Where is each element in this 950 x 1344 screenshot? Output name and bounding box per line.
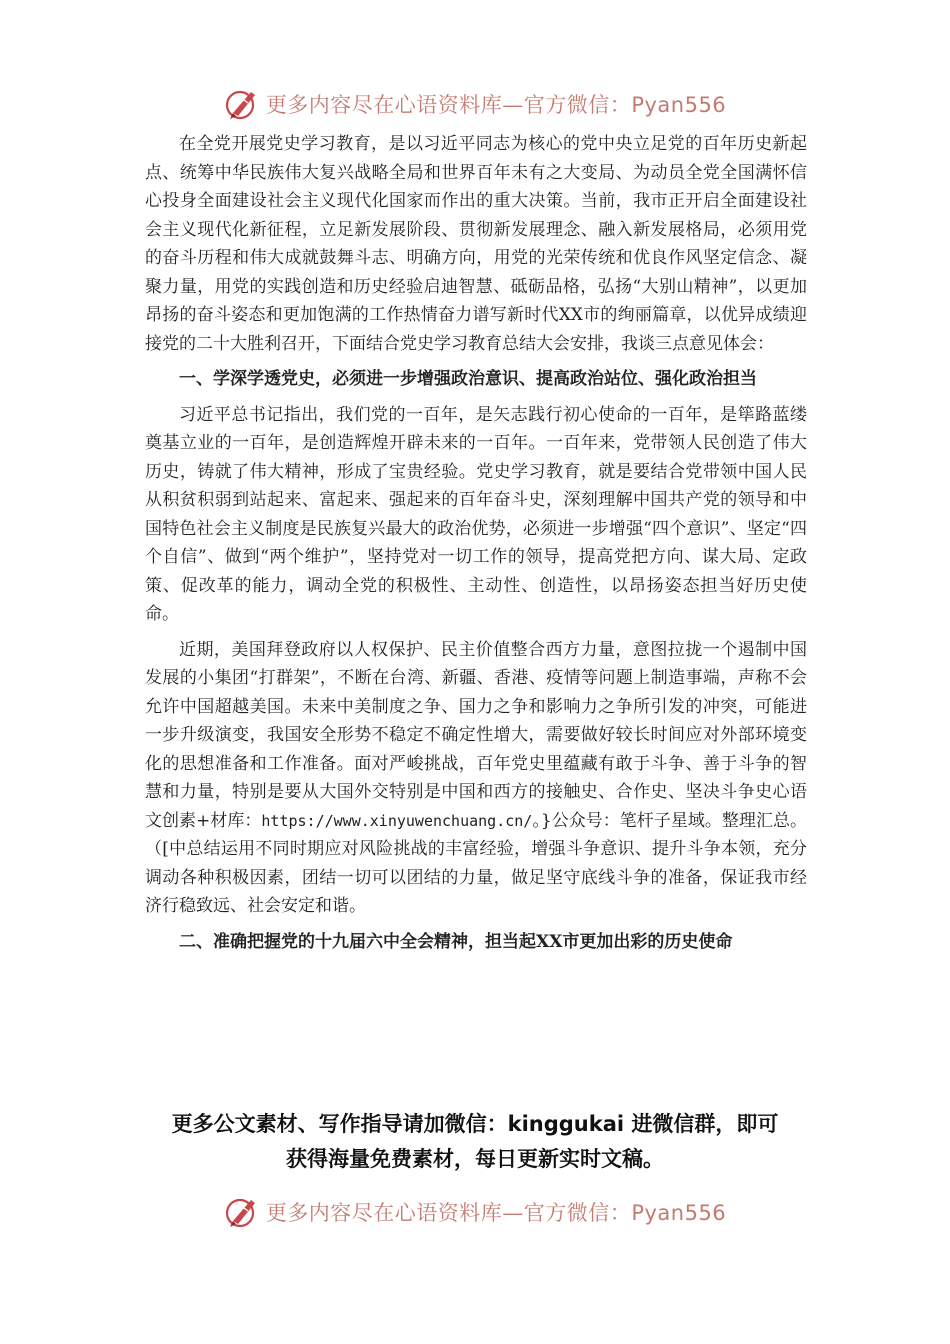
promo-notice: [0, 1107, 950, 1177]
footer-banner-text: [266, 1197, 726, 1227]
promo-line-2: 获得海量免费素材，每日更新实时文稿。: [286, 1147, 664, 1171]
header-banner: [0, 84, 950, 124]
section-heading-1: 一、学深学透党史，必须进一步增强政治意识、提高政治站位、强化政治担当: [179, 369, 757, 389]
footer-wechat-id: Pyan556: [631, 1201, 727, 1225]
footer-banner-label: 更多内容尽在心语资料库—官方微信：: [265, 1201, 632, 1225]
fountain-pen-logo-icon: [224, 1194, 260, 1230]
section-heading-2: 二、准确把握党的十九届六中全会精神，担当起XX市更加出彩的历史使命: [179, 931, 733, 952]
paragraph-2-text-a: 近期，美国拜登政府以人权保护、民主价值整合西方力量，意图拉拢一个遏制中国发展的小集团“打群架”，不断在台湾、新疆、香港、疫情等问题上制造事端，声称不会允许中国超越美国。未来中美制度之争、国力之争和影响力之争所引发的冲突，可能进一步升级演变，我国安全形势不稳定不确定性增大，需要做好较长时间应对外部环境变化的思想准备和工作准备。面对严峻挑战，百年党史里蕴藏有敢于斗争、善于斗争的智慧和力量，特别是要从大国外交特别是中国和西方的接触史、合作史、坚决斗争史心语文创素+材库：: [145, 639, 807, 831]
footer-banner: [0, 1192, 950, 1232]
header-banner-text: [266, 89, 726, 119]
fountain-pen-logo-icon: [224, 86, 260, 122]
paragraph-1: 习近平总书记指出，我们党的一百年，是矢志践行初心使命的一百年，是筚路蓝缕奠基立业的一百年，是创造辉煌开辟未来的一百年。一百年来，党带领人民创造了伟大历史，铸就了伟大精神，形成了宝贵经验。党史学习教育，就是要结合党带领中国人民从积贫积弱到站起来、富起来、强起来的百年奋斗史，深刻理解中国共产党的领导和中国特色社会主义制度是民族复兴最大的政治优势，必须进一步增强“四个意识”、坚定“四个自信”、做到“两个维护”，坚持党对一切工作的领导，提高党把方向、谋大局、定政策、促改革的能力，调动全党的积极性、主动性、创造性，以昂扬姿态担当好历史使命。: [145, 404, 807, 624]
paragraph-2: [145, 636, 807, 921]
header-wechat-id: Pyan556: [631, 93, 727, 117]
promo-line-1: 更多公文素材、写作指导请加微信：kinggukai 进微信群，即可: [171, 1112, 779, 1136]
intro-paragraph: 在全党开展党史学习教育，是以习近平同志为核心的党中央立足党的百年历史新起点、统筹中华民族伟大复兴战略全局和世界百年未有之大变局、为动员全党全国满怀信心投身全面建设社会主义现代化国家而作出的重大决策。当前，我市正开启全面建设社会主义现代化新征程，立足新发展阶段、贯彻新发展理念、融入新发展格局，必须用党的奋斗历程和伟大成就鼓舞斗志、明确方向，用党的光荣传统和优良作风坚定信念、凝聚力量，用党的实践创造和历史经验启迪智慧、砥砺品格，弘扬“大别山精神”，以更加昂扬的奋斗姿态和更加饱满的工作热情奋力谱写新时代XX市的绚丽篇章，以优异成绩迎接党的二十大胜利召开，下面结合党史学习教育总结大会安排，我谈三点意见体会：: [145, 134, 807, 354]
article-body: [145, 130, 807, 956]
header-banner-label: 更多内容尽在心语资料库—官方微信：: [265, 93, 632, 117]
paragraph-2-url: https://www.xinyuwenchuang.cn/: [261, 811, 533, 830]
paragraph-2-text-b: 。}公众号：笔杆子星域。整理汇总。（[中总结运用不同时期应对风险挑战的丰富经验，增强斗争意识、提升斗争本领，充分调动各种积极因素，团结一切可以团结的力量，做足坚守底线斗争的准备，保证我市经济行稳致远、社会安定和谐。: [145, 810, 807, 916]
